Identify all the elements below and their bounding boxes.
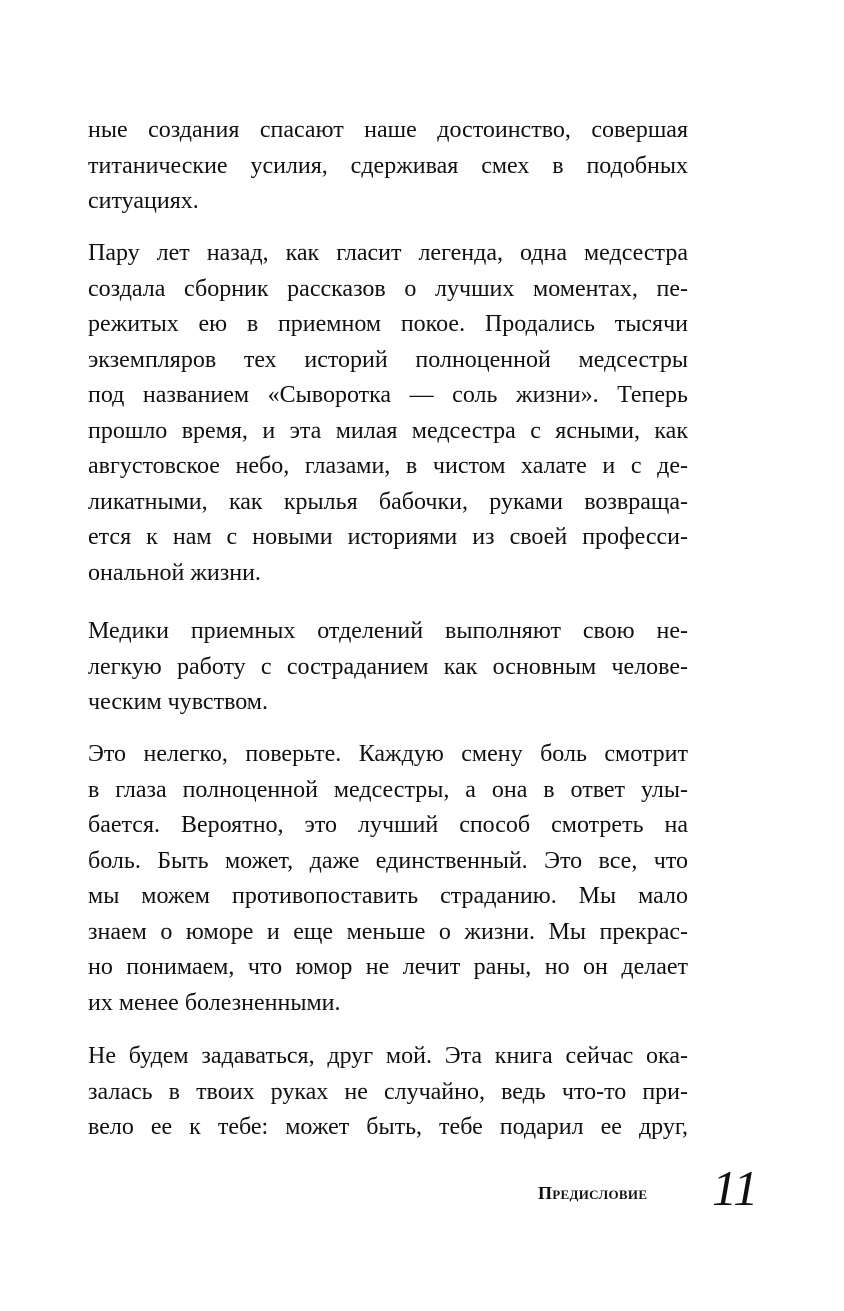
- text-line: режитых ею в приемном покое. Продались тысячи: [88, 311, 688, 337]
- text-line: создала сборник рассказов о лучших моментах, пе-: [88, 275, 688, 302]
- text-line: но понимаем, что юмор не лечит раны, но он делает: [88, 954, 688, 980]
- text-line: ные создания спасают наше достоинство, совершая: [88, 117, 688, 143]
- text-line: знаем о юморе и еще меньше о жизни. Мы прекрас-: [88, 918, 688, 945]
- running-footer-section-title: Предисловие: [538, 1183, 648, 1203]
- paragraph-3: [88, 614, 688, 721]
- text-line: Не будем задаваться, друг мой. Эта книга сейчас ока-: [88, 1043, 688, 1069]
- text-line: Медики приемных отделений выполняют свою не-: [88, 618, 688, 644]
- text-line: ональной жизни.: [88, 559, 261, 586]
- text-line: ситуациях.: [88, 188, 199, 214]
- text-line: боль. Быть может, даже единственный. Это все, что: [88, 847, 688, 874]
- text-line: бается. Вероятно, это лучший способ смотреть на: [88, 812, 688, 838]
- paragraph-5: [88, 1039, 688, 1146]
- text-line: вело ее к тебе: может быть, тебе подарил ее друг,: [88, 1114, 688, 1140]
- text-line: в глаза полноценной медсестры, а она в ответ улы-: [88, 776, 688, 803]
- text-line: мы можем противопоставить страданию. Мы мало: [88, 883, 688, 909]
- text-line: под названием «Сыворотка — соль жизни». Теперь: [88, 382, 688, 408]
- text-line: прошло время, и эта милая медсестра с ясными, как: [88, 417, 688, 444]
- text-line: Пару лет назад, как гласит легенда, одна медсестра: [88, 240, 688, 266]
- text-line: легкую работу с состраданием как основным челове-: [88, 653, 688, 680]
- text-line: августовское небо, глазами, в чистом халате и с де-: [88, 453, 688, 479]
- paragraph-4: [88, 737, 688, 1021]
- paragraph-1: [88, 113, 688, 220]
- text-line: ликатными, как крылья бабочки, руками возвраща-: [88, 488, 688, 515]
- text-line: залась в твоих руках не случайно, ведь что-то при-: [88, 1078, 688, 1105]
- text-line: экземпляров тех историй полноценной медсестры: [88, 346, 688, 373]
- text-line: титанические усилия, сдерживая смех в подобных: [88, 152, 688, 179]
- text-line: ческим чувством.: [88, 689, 268, 715]
- text-line: ется к нам с новыми историями из своей професси-: [88, 524, 688, 550]
- paragraph-2: [88, 236, 688, 591]
- text-line: Это нелегко, поверьте. Каждую смену боль смотрит: [88, 741, 688, 767]
- text-line: их менее болезненными.: [88, 989, 341, 1016]
- page-number: 11: [712, 1160, 759, 1216]
